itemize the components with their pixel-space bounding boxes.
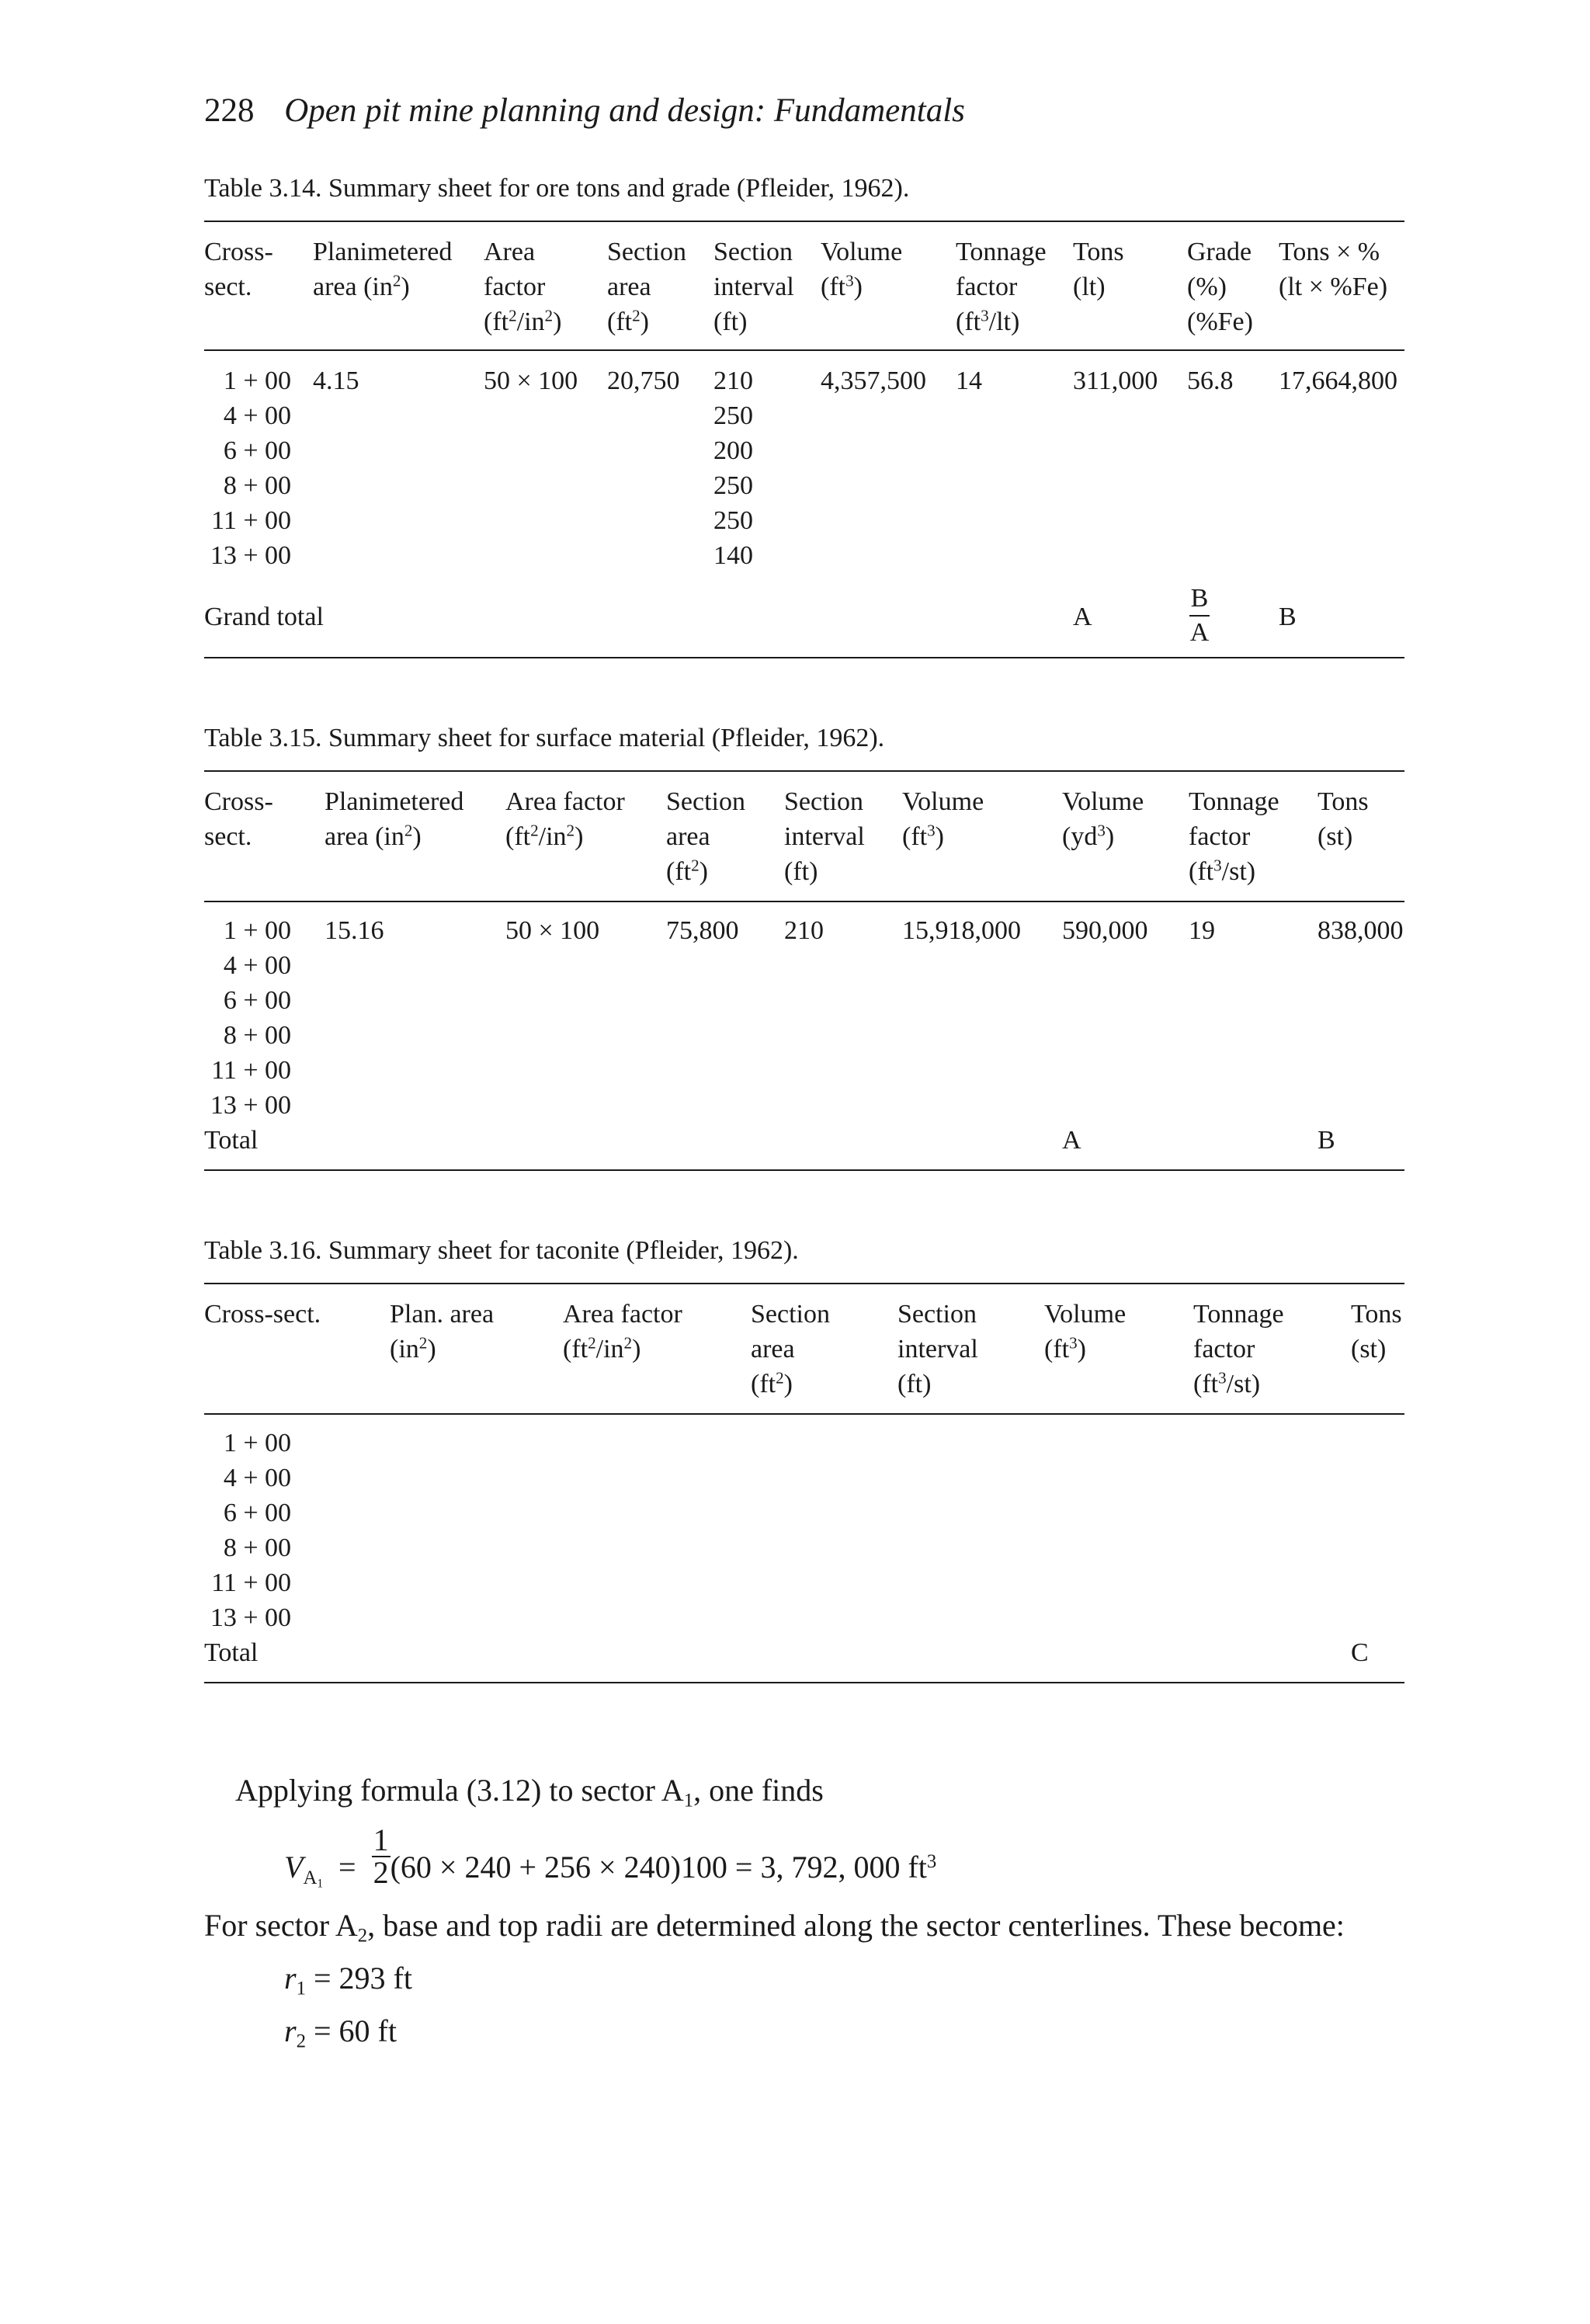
col-header-cross-sect: Cross- sect. <box>204 238 273 301</box>
cell-planimetered: 4.15 <box>313 366 359 395</box>
section-area-unit: $(ft^2)$ <box>607 306 649 336</box>
table-3-14-top-rule <box>204 221 1404 222</box>
cell-area-factor: 50 × 100 <box>505 916 600 945</box>
body-paragraph-2: For sector $A_2$, base and top radii are determined along the sector centerlines. These become: <box>204 1908 1345 1947</box>
table-3-15-top-rule <box>204 770 1404 772</box>
table-3-16-header-rule <box>204 1413 1404 1415</box>
plan-area-label: Plan. area <box>390 1300 495 1329</box>
cell-planimetered: 15.16 <box>325 916 384 945</box>
col-header-area-factor <box>563 1297 682 1367</box>
grand-total-tons: A <box>1073 603 1092 631</box>
cell-tonnage-factor: 14 <box>956 366 982 395</box>
col-header-tons: Tons (st) <box>1351 1300 1402 1363</box>
cell-tons: 311,000 <box>1073 366 1158 395</box>
col-header-area-factor <box>505 784 625 854</box>
cell-section-area: 75,800 <box>666 916 739 945</box>
volume-label: Volume <box>1044 1300 1127 1329</box>
cell-section-interval: 210 <box>784 916 824 945</box>
cell-volume-yd3: 590,000 <box>1062 916 1148 945</box>
grand-total-grade-fraction <box>1189 584 1210 648</box>
volume-unit: $(ft^3)$ <box>821 271 863 301</box>
cross-sections: 1 + 00 4 + 00 6 + 00 8 + 00 11 + 00 13 + 00 <box>210 1429 291 1632</box>
table-3-16-bottom-rule <box>204 1682 1404 1683</box>
radius-r1: $r_1 = 293$ ft <box>284 1961 412 1999</box>
section-area-label: Section area <box>751 1300 830 1363</box>
volume-ft3-unit: $(ft^3)$ <box>902 821 944 851</box>
total-tons: C <box>1351 1638 1369 1667</box>
table-3-15-header-rule <box>204 901 1404 902</box>
planimetered-unit-text: area (in <box>313 273 393 301</box>
cross-sections: 1 + 00 4 + 00 6 + 00 8 + 00 11 + 00 13 + 00 <box>210 366 291 570</box>
total-label: Total <box>204 1126 259 1155</box>
col-header-tons-pct: Tons × % (lt × %Fe) <box>1279 238 1388 301</box>
table-3-14-bottom-rule <box>204 657 1404 658</box>
eq-one-half: $\frac{1}{2}$ <box>373 1822 389 1890</box>
page-header <box>204 92 965 130</box>
radius-r2: $r_2 = 60$ ft <box>284 2013 397 2052</box>
plan-area-unit: $(in^2)$ <box>390 1333 436 1363</box>
tonnage-factor-unit: $(ft^3/st)$ <box>1189 856 1256 886</box>
cell-section-area: 20,750 <box>607 366 680 395</box>
body-paragraph-1: Applying formula (3.12) to sector $A_1$, one finds <box>235 1773 824 1812</box>
table-3-14-caption: Table 3.14. Summary sheet for ore tons and grade (Pfleider, 1962). <box>204 174 910 203</box>
col-header-cross-sect: Cross- sect. <box>204 787 273 851</box>
section-area-label: Section area <box>666 787 745 851</box>
section-area-unit: $(ft^2)$ <box>751 1368 793 1398</box>
col-header-planimetered <box>313 234 452 304</box>
col-header-volume-yd3 <box>1062 784 1144 854</box>
volume-ft3-label: Volume <box>902 787 984 816</box>
total-tons: B <box>1317 1126 1335 1155</box>
cell-tons-pct: 17,664,800 <box>1279 366 1397 395</box>
col-header-section-interval: Section interval (ft) <box>713 238 794 336</box>
col-header-area-factor <box>484 234 561 339</box>
area-factor-label: Area factor <box>484 238 546 301</box>
col-header-cross-sect: Cross-sect. <box>204 1300 321 1329</box>
area-factor-unit: $(ft^2/in^2)$ <box>563 1333 641 1363</box>
volume-label: Volume <box>821 238 903 266</box>
grand-total-tons-pct: B <box>1279 603 1297 631</box>
volume-yd3-label: Volume <box>1062 787 1144 816</box>
body-line-1-tail: , one finds <box>693 1773 824 1808</box>
tonnage-factor-unit: $(ft^3/lt)$ <box>956 306 1020 336</box>
area-factor-unit: $(ft^2/in^2)$ <box>484 306 562 336</box>
volume-equation: $V_{A_1}$ = $\frac{1}{2}$ (60 × 240 + 256 × 240)100 = 3, 792, 000 $ft^3$ <box>284 1822 937 1891</box>
fraction-bar <box>1189 615 1210 617</box>
col-header-section-interval: Section interval (ft) <box>897 1300 978 1398</box>
section-area-unit: $(ft^2)$ <box>666 856 708 886</box>
eq-expression: (60 × 240 + 256 × 240)100 = 3, 792, 000 ft <box>390 1850 927 1885</box>
cell-tons: 838,000 <box>1317 916 1404 945</box>
r1-value: = 293 ft <box>313 1961 412 1996</box>
col-header-section-area <box>751 1297 830 1402</box>
tonnage-factor-label: Tonnage factor <box>1189 787 1279 851</box>
area-factor-label: Area factor <box>505 787 625 816</box>
body-line-1-text: Applying formula (3.12) to sector A <box>235 1773 684 1808</box>
col-header-section-area <box>607 234 686 339</box>
col-header-tonnage-factor <box>956 234 1047 339</box>
eq-variable: V <box>284 1850 304 1885</box>
volume-yd3-unit: $(yd^3)$ <box>1062 821 1115 851</box>
page-number: 228 <box>204 92 255 129</box>
planimetered-label: Planimetered <box>325 787 464 816</box>
planimetered-unit: area $(in^2)$ <box>313 271 410 301</box>
table-3-14-header-rule <box>204 349 1404 351</box>
cell-grade: 56.8 <box>1187 366 1234 395</box>
grade-numerator: B <box>1190 584 1209 613</box>
col-header-plan-area <box>390 1297 494 1367</box>
section-area-label: Section area <box>607 238 686 301</box>
volume-unit: $(ft^3)$ <box>1044 1333 1086 1363</box>
cell-section-intervals: 210 250 200 250 250 140 <box>713 366 753 570</box>
table-3-16-caption: Table 3.16. Summary sheet for taconite (Pfleider, 1962). <box>204 1236 799 1265</box>
body-line-2-tail: , base and top radii are determined along the sector centerlines. These become: <box>367 1908 1345 1943</box>
tonnage-factor-label: Tonnage factor <box>1193 1300 1284 1363</box>
book-title: Open pit mine planning and design: Fundamentals <box>284 92 965 129</box>
cell-volume: 4,357,500 <box>821 366 926 395</box>
planimetered-unit-text: area (in <box>325 822 404 851</box>
total-label: Total <box>204 1638 259 1667</box>
tonnage-factor-label: Tonnage factor <box>956 238 1047 301</box>
col-header-tonnage-factor <box>1193 1297 1284 1402</box>
col-header-volume <box>821 234 902 304</box>
body-line-2-text: For sector A <box>204 1908 358 1943</box>
col-header-tonnage-factor <box>1189 784 1279 889</box>
col-header-grade: Grade (%) (%Fe) <box>1187 238 1253 336</box>
table-3-15-caption: Table 3.15. Summary sheet for surface material (Pfleider, 1962). <box>204 724 885 752</box>
cell-tonnage-factor: 19 <box>1189 916 1215 945</box>
col-header-volume <box>1044 1297 1126 1367</box>
cell-area-factor: 50 × 100 <box>484 366 578 395</box>
area-factor-unit: $(ft^2/in^2)$ <box>505 821 584 851</box>
col-header-section-area <box>666 784 745 889</box>
col-header-planimetered <box>325 784 463 854</box>
col-header-tons: Tons (lt) <box>1073 238 1124 301</box>
area-factor-label: Area factor <box>563 1300 682 1329</box>
cross-sections: 1 + 00 4 + 00 6 + 00 8 + 00 11 + 00 13 + 00 <box>210 916 291 1120</box>
r2-value: = 60 ft <box>313 2013 397 2048</box>
table-3-16-top-rule <box>204 1283 1404 1284</box>
planimetered-label: Planimetered <box>313 238 453 266</box>
cell-volume-ft3: 15,918,000 <box>902 916 1021 945</box>
grade-denominator: A <box>1189 618 1210 647</box>
col-header-section-interval: Section interval (ft) <box>784 787 865 886</box>
col-header-volume-ft3 <box>902 784 984 854</box>
planimetered-unit: area $(in^2)$ <box>325 821 422 851</box>
tonnage-factor-unit: $(ft^3/st)$ <box>1193 1368 1261 1398</box>
total-volume-yd3: A <box>1062 1126 1081 1155</box>
col-header-tons: Tons (st) <box>1317 787 1369 851</box>
grand-total-label: Grand total <box>204 603 324 631</box>
table-3-15-bottom-rule <box>204 1169 1404 1171</box>
